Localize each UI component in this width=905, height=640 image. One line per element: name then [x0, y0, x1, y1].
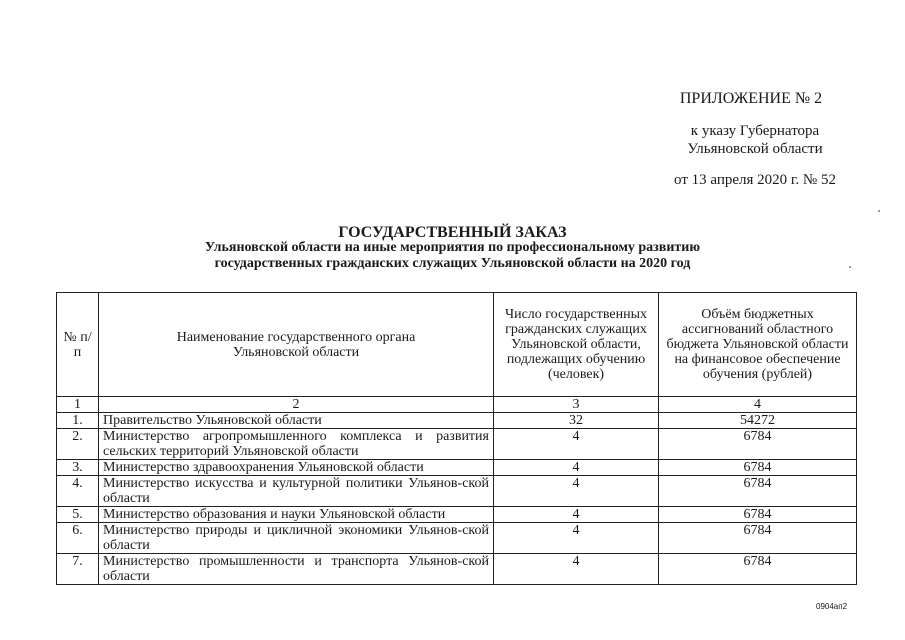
table-row — [57, 429, 857, 460]
row-budget: 6784 — [659, 460, 857, 476]
decree-reference — [660, 122, 850, 158]
row-number: 1. — [57, 413, 99, 429]
column-number-3: 3 — [494, 397, 659, 413]
table-row — [57, 507, 857, 523]
row-organ-name: Министерство природы и цикличной экономики Ульянов-ской области — [99, 523, 494, 554]
row-employee-count: 4 — [494, 460, 659, 476]
row-organ-name: Министерство промышленности и транспорта Ульянов-ской области — [99, 554, 494, 585]
table-row — [57, 554, 857, 585]
column-number-4: 4 — [659, 397, 857, 413]
table-row — [57, 476, 857, 507]
document-title: ГОСУДАРСТВЕННЫЙ ЗАКАЗ — [338, 224, 567, 241]
table-row — [57, 460, 857, 476]
table-row — [57, 413, 857, 429]
decree-date: от 13 апреля 2020 г. № 52 — [674, 172, 836, 188]
row-organ-name: Министерство здравоохранения Ульяновской области — [99, 460, 494, 476]
header-budget: Объём бюджетных ассигнований областного бюджета Ульяновской области на финансовое обеспечение обучения (рублей) — [659, 293, 857, 397]
row-budget: 6784 — [659, 523, 857, 554]
document-subtitle-line-2: государственных гражданских служащих Ульяновской области на 2020 год — [214, 256, 691, 271]
row-organ-name: Министерство агропромышленного комплекса и развития сельских территорий Ульяновской области — [99, 429, 494, 460]
scan-speck — [849, 266, 851, 268]
row-budget: 6784 — [659, 429, 857, 460]
row-organ-name: Министерство искусства и культурной политики Ульянов-ской области — [99, 476, 494, 507]
row-budget: 6784 — [659, 507, 857, 523]
document-code: 0904ап2 — [816, 602, 848, 611]
appendix-label: ПРИЛОЖЕНИЕ № 2 — [679, 90, 823, 107]
row-number: 6. — [57, 523, 99, 554]
row-employee-count: 4 — [494, 476, 659, 507]
decree-line-2: Ульяновской области — [687, 141, 823, 157]
row-budget: 54272 — [659, 413, 857, 429]
document-subtitle-line-1: Ульяновской области на иные мероприятия по профессиональному развитию — [204, 240, 701, 255]
row-number: 5. — [57, 507, 99, 523]
scan-speck — [878, 210, 880, 212]
row-budget: 6784 — [659, 554, 857, 585]
row-organ-name: Правительство Ульяновской области — [99, 413, 494, 429]
header-number: № п/п — [57, 293, 99, 397]
government-order-table — [56, 292, 857, 585]
row-number: 2. — [57, 429, 99, 460]
row-number: 3. — [57, 460, 99, 476]
decree-line-1: к указу Губернатора — [690, 123, 820, 139]
column-number-2: 2 — [99, 397, 494, 413]
table-row — [57, 523, 857, 554]
header-employee-count: Число государственных гражданских служащих Ульяновской области, подлежащих обучению (человек) — [494, 293, 659, 397]
row-employee-count: 32 — [494, 413, 659, 429]
row-budget: 6784 — [659, 476, 857, 507]
row-number: 7. — [57, 554, 99, 585]
row-employee-count: 4 — [494, 507, 659, 523]
row-employee-count: 4 — [494, 429, 659, 460]
row-employee-count: 4 — [494, 554, 659, 585]
row-employee-count: 4 — [494, 523, 659, 554]
column-number-1: 1 — [57, 397, 99, 413]
row-organ-name: Министерство образования и науки Ульяновской области — [99, 507, 494, 523]
header-organ-name: Наименование государственного органа Ульяновской области — [99, 293, 494, 397]
row-number: 4. — [57, 476, 99, 507]
